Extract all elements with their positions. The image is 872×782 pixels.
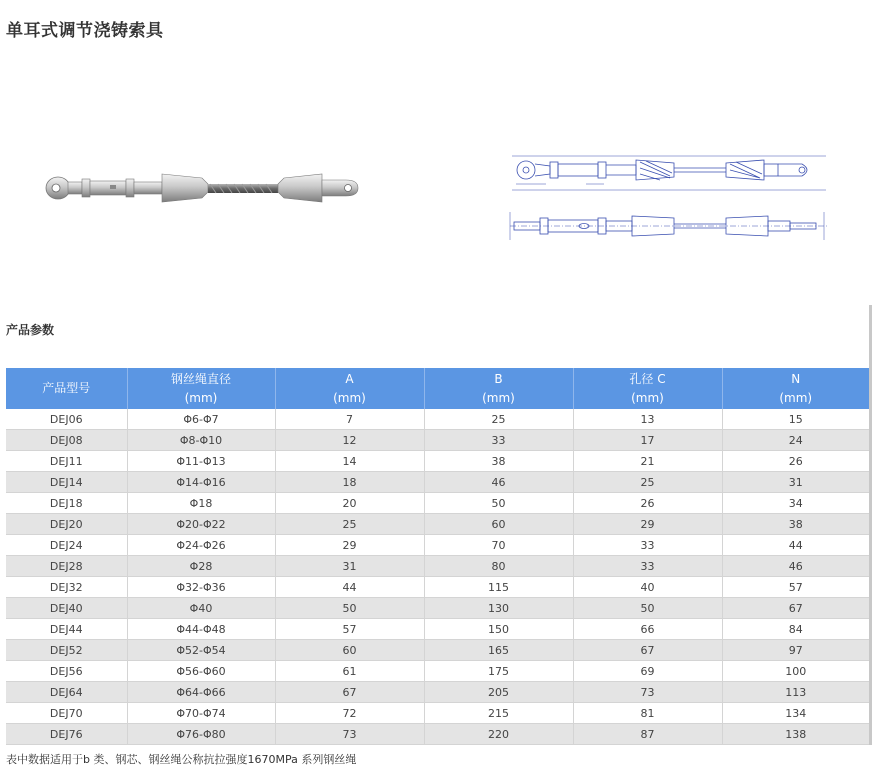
table-row xyxy=(6,535,869,556)
cell-b: 175 xyxy=(424,661,573,682)
table-row xyxy=(6,619,869,640)
cell-n: 46 xyxy=(722,556,869,577)
cell-rope-diameter: Φ40 xyxy=(127,598,275,619)
cell-a: 73 xyxy=(275,724,424,745)
table-row xyxy=(6,409,869,430)
cell-a: 12 xyxy=(275,430,424,451)
cell-a: 18 xyxy=(275,472,424,493)
page-title: 单耳式调节浇铸索具 xyxy=(6,21,164,41)
cell-a: 44 xyxy=(275,577,424,598)
header-b: B (mm) xyxy=(424,368,573,409)
cell-hole-c: 29 xyxy=(573,514,722,535)
cell-model: DEJ32 xyxy=(6,577,127,598)
table-row xyxy=(6,598,869,619)
cell-model: DEJ11 xyxy=(6,451,127,472)
cell-rope-diameter: Φ11-Φ13 xyxy=(127,451,275,472)
cell-b: 150 xyxy=(424,619,573,640)
cell-n: 26 xyxy=(722,451,869,472)
cell-rope-diameter: Φ14-Φ16 xyxy=(127,472,275,493)
cell-hole-c: 21 xyxy=(573,451,722,472)
section-label: 产品参数 xyxy=(6,323,55,337)
cell-b: 115 xyxy=(424,577,573,598)
cell-rope-diameter: Φ64-Φ66 xyxy=(127,682,275,703)
cell-a: 61 xyxy=(275,661,424,682)
cell-rope-diameter: Φ18 xyxy=(127,493,275,514)
cell-b: 220 xyxy=(424,724,573,745)
cell-n: 138 xyxy=(722,724,869,745)
table-row xyxy=(6,430,869,451)
cell-a: 31 xyxy=(275,556,424,577)
cell-model: DEJ14 xyxy=(6,472,127,493)
cell-b: 46 xyxy=(424,472,573,493)
cell-model: DEJ08 xyxy=(6,430,127,451)
cell-hole-c: 73 xyxy=(573,682,722,703)
cell-hole-c: 40 xyxy=(573,577,722,598)
cell-n: 44 xyxy=(722,535,869,556)
cell-b: 25 xyxy=(424,409,573,430)
cell-hole-c: 26 xyxy=(573,493,722,514)
table-row xyxy=(6,577,869,598)
cell-rope-diameter: Φ24-Φ26 xyxy=(127,535,275,556)
cell-rope-diameter: Φ20-Φ22 xyxy=(127,514,275,535)
cell-hole-c: 25 xyxy=(573,472,722,493)
cell-rope-diameter: Φ8-Φ10 xyxy=(127,430,275,451)
table-row xyxy=(6,724,869,745)
cell-model: DEJ56 xyxy=(6,661,127,682)
cell-hole-c: 69 xyxy=(573,661,722,682)
table-row xyxy=(6,451,869,472)
table-row xyxy=(6,661,869,682)
cell-hole-c: 66 xyxy=(573,619,722,640)
cell-a: 25 xyxy=(275,514,424,535)
cell-n: 97 xyxy=(722,640,869,661)
table-row xyxy=(6,640,869,661)
header-n: N (mm) xyxy=(722,368,869,409)
cell-n: 100 xyxy=(722,661,869,682)
cell-b: 33 xyxy=(424,430,573,451)
cell-model: DEJ44 xyxy=(6,619,127,640)
cell-model: DEJ24 xyxy=(6,535,127,556)
technical-drawing xyxy=(506,146,832,246)
cell-n: 24 xyxy=(722,430,869,451)
table-row xyxy=(6,682,869,703)
cell-b: 80 xyxy=(424,556,573,577)
cell-rope-diameter: Φ56-Φ60 xyxy=(127,661,275,682)
table-footnote: 表中数据适用于b 类、钢芯、钢丝绳公称抗拉强度1670MPa 系列钢丝绳 xyxy=(6,753,357,766)
cell-model: DEJ64 xyxy=(6,682,127,703)
cell-model: DEJ52 xyxy=(6,640,127,661)
cell-a: 7 xyxy=(275,409,424,430)
cell-n: 67 xyxy=(722,598,869,619)
cell-rope-diameter: Φ44-Φ48 xyxy=(127,619,275,640)
cell-hole-c: 33 xyxy=(573,535,722,556)
cell-n: 38 xyxy=(722,514,869,535)
cell-hole-c: 13 xyxy=(573,409,722,430)
cell-hole-c: 67 xyxy=(573,640,722,661)
cell-n: 57 xyxy=(722,577,869,598)
cell-rope-diameter: Φ28 xyxy=(127,556,275,577)
cell-a: 67 xyxy=(275,682,424,703)
cell-b: 165 xyxy=(424,640,573,661)
table-row xyxy=(6,556,869,577)
cell-a: 29 xyxy=(275,535,424,556)
parameter-table xyxy=(6,368,869,745)
cell-model: DEJ28 xyxy=(6,556,127,577)
table-body xyxy=(6,409,869,745)
cell-hole-c: 33 xyxy=(573,556,722,577)
cell-n: 31 xyxy=(722,472,869,493)
header-a: A (mm) xyxy=(275,368,424,409)
cell-model: DEJ70 xyxy=(6,703,127,724)
product-photo xyxy=(40,160,370,220)
table-row xyxy=(6,703,869,724)
header-model: 产品型号 xyxy=(6,368,127,409)
cell-b: 70 xyxy=(424,535,573,556)
cell-a: 14 xyxy=(275,451,424,472)
cell-n: 15 xyxy=(722,409,869,430)
cell-hole-c: 50 xyxy=(573,598,722,619)
cell-a: 57 xyxy=(275,619,424,640)
cell-b: 215 xyxy=(424,703,573,724)
cell-b: 50 xyxy=(424,493,573,514)
cell-n: 113 xyxy=(722,682,869,703)
cell-model: DEJ20 xyxy=(6,514,127,535)
cell-model: DEJ18 xyxy=(6,493,127,514)
cell-rope-diameter: Φ70-Φ74 xyxy=(127,703,275,724)
cell-rope-diameter: Φ52-Φ54 xyxy=(127,640,275,661)
table-row xyxy=(6,472,869,493)
table-header-row xyxy=(6,368,869,409)
cell-rope-diameter: Φ32-Φ36 xyxy=(127,577,275,598)
cell-a: 60 xyxy=(275,640,424,661)
cell-b: 130 xyxy=(424,598,573,619)
cell-hole-c: 81 xyxy=(573,703,722,724)
cell-b: 205 xyxy=(424,682,573,703)
cell-hole-c: 17 xyxy=(573,430,722,451)
cell-n: 84 xyxy=(722,619,869,640)
header-rope-diameter: 钢丝绳直径 (mm) xyxy=(127,368,275,409)
cell-n: 34 xyxy=(722,493,869,514)
cell-model: DEJ40 xyxy=(6,598,127,619)
cell-rope-diameter: Φ76-Φ80 xyxy=(127,724,275,745)
cell-rope-diameter: Φ6-Φ7 xyxy=(127,409,275,430)
cell-n: 134 xyxy=(722,703,869,724)
table-row xyxy=(6,493,869,514)
cell-a: 20 xyxy=(275,493,424,514)
cell-hole-c: 87 xyxy=(573,724,722,745)
cell-b: 60 xyxy=(424,514,573,535)
cell-model: DEJ76 xyxy=(6,724,127,745)
cell-b: 38 xyxy=(424,451,573,472)
header-hole-c: 孔径 C (mm) xyxy=(573,368,722,409)
table-row xyxy=(6,514,869,535)
cell-a: 50 xyxy=(275,598,424,619)
cell-model: DEJ06 xyxy=(6,409,127,430)
cell-a: 72 xyxy=(275,703,424,724)
